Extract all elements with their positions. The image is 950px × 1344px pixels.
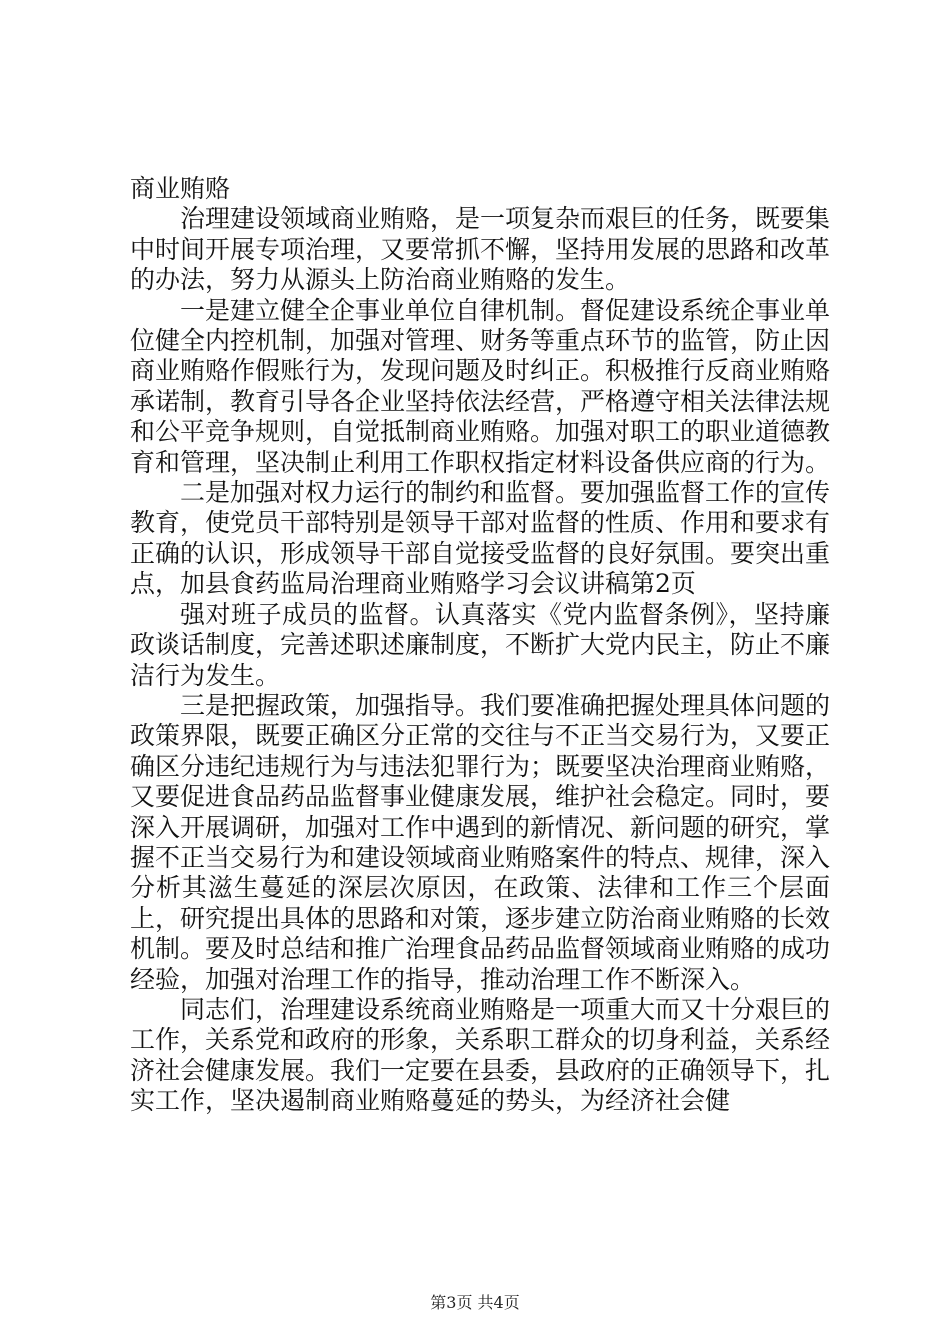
paragraph: 二是加强对权力运行的制约和监督。要加强监督工作的宣传教育，使党员干部特别是领导干部对监督的性质、作用和要求有正确的认识，形成领导干部自觉接受监督的良好氛围。要突出重点，加县食药监局治理商业贿赂学习会议讲稿第2页 bbox=[130, 478, 831, 599]
paragraph: 一是建立健全企事业单位自律机制。督促建设系统企事业单位健全内控机制，加强对管理、财务等重点环节的监管，防止因商业贿赂作假账行为，发现问题及时纠正。积极推行反商业贿赂承诺制，教育引导各企业坚持依法经营，严格遵守相关法律法规和公平竞争规则，自觉抵制商业贿赂。加强对职工的职业道德教育和管理，坚决制止利用工作职权指定材料设备供应商的行为。 bbox=[130, 295, 831, 477]
page-number: 第3页 共4页 bbox=[430, 1293, 520, 1312]
paragraph: 三是把握政策，加强指导。我们要准确把握处理具体问题的政策界限，既要正确区分正常的交往与不正当交易行为，又要正确区分违纪违规行为与违法犯罪行为；既要坚决治理商业贿赂，又要促进食品药品监督事业健康发展，维护社会稳定。同时，要深入开展调研，加强对工作中遇到的新情况、新问题的研究，掌握不正当交易行为和建设领域商业贿赂案件的特点、规律，深入分析其滋生蔓延的深层次原因，在政策、法律和工作三个层面上，研究提出具体的思路和对策，逐步建立防治商业贿赂的长效机制。要及时总结和推广治理食品药品监督领域商业贿赂的成功经验，加强对治理工作的指导，推动治理工作不断深入。 bbox=[130, 690, 831, 994]
paragraph: 治理建设领域商业贿赂，是一项复杂而艰巨的任务，既要集中时间开展专项治理，又要常抓不懈，坚持用发展的思路和改革的办法，努力从源头上防治商业贿赂的发生。 bbox=[130, 204, 831, 295]
paragraph-continuation: 商业贿赂 bbox=[130, 174, 231, 203]
paragraph: 同志们，治理建设系统商业贿赂是一项重大而又十分艰巨的工作，关系党和政府的形象，关系职工群众的切身利益，关系经济社会健康发展。我们一定要在县委，县政府的正确领导下，扎实工作，坚决遏制商业贿赂蔓延的势头，为经济社会健 bbox=[130, 994, 831, 1116]
page-footer bbox=[0, 1290, 950, 1313]
document-body bbox=[130, 174, 830, 1117]
paragraph: 强对班子成员的监督。认真落实《党内监督条例》，坚持廉政谈话制度，完善述职述廉制度，不断扩大党内民主，防止不廉洁行为发生。 bbox=[130, 599, 831, 690]
